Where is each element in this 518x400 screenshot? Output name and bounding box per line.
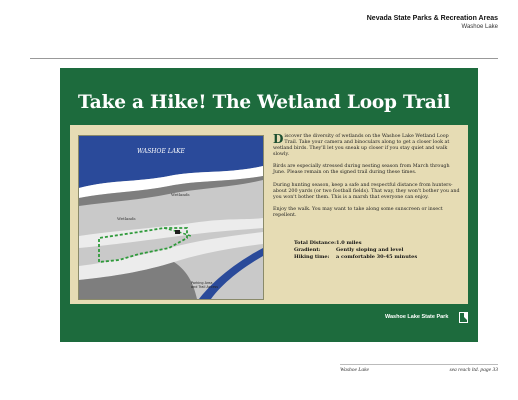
park-name-label: Washoe Lake State Park xyxy=(385,314,449,320)
description-text xyxy=(273,134,461,225)
footer-rule xyxy=(340,364,498,365)
nesting-paragraph: Birds are especially stressed during nesting season from March through June. Please remain on the signed trail during these times. xyxy=(273,164,450,176)
enjoy-paragraph: Enjoy the walk. You may want to take along some sunscreen or insect repellent. xyxy=(273,206,443,218)
document-header-subtitle: Washoe Lake xyxy=(461,24,498,30)
nevada-state-parks-logo xyxy=(458,311,469,324)
stat-label: Gradient: xyxy=(294,247,321,253)
stat-row-gradient xyxy=(294,247,417,254)
stat-value: 1.0 miles xyxy=(336,240,362,246)
channel xyxy=(199,248,263,299)
stat-row-distance xyxy=(294,240,417,247)
parking-marker xyxy=(175,230,180,234)
stat-value: a comfortable 30-45 minutes xyxy=(336,254,418,260)
trail-map xyxy=(78,135,264,300)
trail-stats xyxy=(294,240,417,261)
document-header-title: Nevada State Parks & Recreation Areas xyxy=(366,15,498,22)
parking-label-2: and Trail Access xyxy=(191,285,219,289)
header-rule xyxy=(30,58,498,59)
footer-left-text: Washoe Lake xyxy=(340,367,369,373)
sign-title: Take a Hike! The Wetland Loop Trail xyxy=(78,92,451,113)
wetlands-label-upper: Wetlands xyxy=(171,192,190,197)
sign-content-panel xyxy=(70,125,468,304)
footer-right-text: sea reach ltd. page 33 xyxy=(449,367,498,373)
intro-paragraph xyxy=(273,134,461,158)
wetlands-label-lower: Wetlands xyxy=(117,216,136,221)
stat-label: Hiking time: xyxy=(294,254,330,260)
lake-label: WASHOE LAKE xyxy=(137,148,185,155)
trail-sign-board xyxy=(60,68,478,342)
stat-value: Gently sloping and level xyxy=(336,247,404,253)
stat-row-hiking-time xyxy=(294,254,417,261)
drop-cap: D xyxy=(273,132,284,146)
hunting-paragraph: During hunting season, keep a safe and respectful distance from hunters-about 200 yards (or two football fields). That way, they won't bother you and you won't bother them. This is a marsh that everyone can enjoy. xyxy=(273,182,460,200)
stat-label: Total Distance: xyxy=(294,240,336,246)
intro-text: iscover the diversity of wetlands on the Washoe Lake Wetland Loop Trail. Take your camera and binoculars along to get a closer look at wetland birds. They'll let you sneak up closer if you stay quiet and walk slowly. xyxy=(273,134,450,158)
parking-label-1: Parking Area xyxy=(191,281,213,285)
